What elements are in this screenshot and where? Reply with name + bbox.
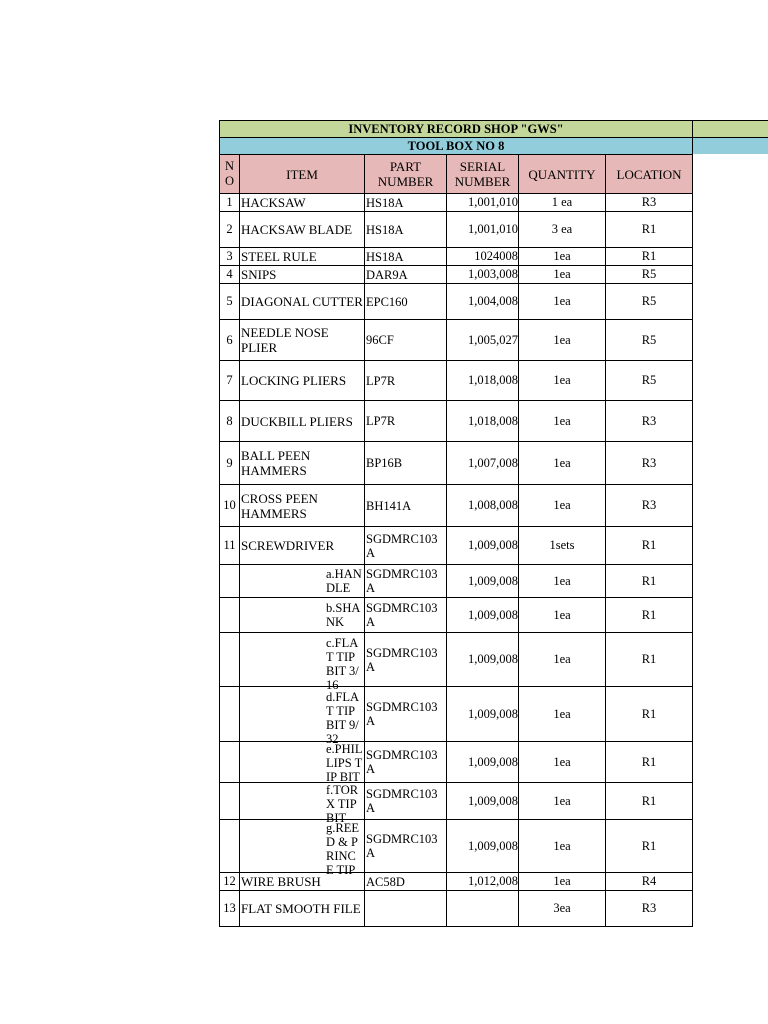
row-part-number-text: SGDMRC103A bbox=[366, 700, 438, 728]
row-quantity: 3ea bbox=[519, 891, 606, 927]
row-quantity: 1ea bbox=[519, 442, 606, 485]
row-location: R1 bbox=[606, 742, 693, 783]
table-row bbox=[220, 891, 693, 927]
row-number: 3 bbox=[220, 248, 240, 266]
header-location: LOCATION bbox=[606, 155, 693, 194]
row-quantity: 1ea bbox=[519, 687, 606, 742]
row-location: R3 bbox=[606, 194, 693, 212]
table-row bbox=[220, 687, 693, 742]
table-row bbox=[220, 361, 693, 401]
row-number: 13 bbox=[220, 891, 240, 927]
row-serial-number bbox=[447, 891, 519, 927]
row-location: R5 bbox=[606, 266, 693, 284]
row-location: R3 bbox=[606, 442, 693, 485]
row-number: 9 bbox=[220, 442, 240, 485]
table-row bbox=[220, 320, 693, 361]
row-part-number bbox=[365, 820, 447, 873]
row-location: R1 bbox=[606, 212, 693, 248]
title-divider bbox=[692, 121, 693, 137]
row-item: STEEL RULE bbox=[240, 248, 365, 266]
row-location: R1 bbox=[606, 820, 693, 873]
row-number: 1 bbox=[220, 194, 240, 212]
row-number bbox=[220, 633, 240, 687]
row-quantity: 1ea bbox=[519, 565, 606, 598]
row-part-number bbox=[365, 284, 447, 320]
sheet-title-band bbox=[219, 120, 768, 137]
row-quantity: 1ea bbox=[519, 266, 606, 284]
row-location: R5 bbox=[606, 361, 693, 401]
table-header-row bbox=[220, 155, 693, 194]
row-location: R1 bbox=[606, 633, 693, 687]
row-part-number bbox=[365, 320, 447, 361]
row-serial-number: 1024008 bbox=[447, 248, 519, 266]
row-number: 2 bbox=[220, 212, 240, 248]
row-part-number-text: BP16B bbox=[366, 456, 403, 470]
row-location: R3 bbox=[606, 891, 693, 927]
row-item: CROSS PEEN HAMMERS bbox=[240, 485, 365, 527]
row-part-number bbox=[365, 565, 447, 598]
row-part-number-text: SGDMRC103A bbox=[366, 531, 438, 560]
row-part-number bbox=[365, 401, 447, 442]
table-row bbox=[220, 442, 693, 485]
row-number: 11 bbox=[220, 527, 240, 565]
table-row bbox=[220, 527, 693, 565]
row-part-number bbox=[365, 687, 447, 742]
row-item bbox=[240, 687, 365, 746]
table-row bbox=[220, 485, 693, 527]
row-part-number-text: BH141A bbox=[366, 498, 412, 513]
row-quantity: 1ea bbox=[519, 783, 606, 820]
inventory-sheet bbox=[219, 120, 768, 927]
row-part-number-text: AC58D bbox=[366, 874, 405, 889]
row-serial-number: 1,009,008 bbox=[447, 820, 519, 873]
row-location: R3 bbox=[606, 485, 693, 527]
header-no: N O bbox=[220, 155, 240, 194]
table-row bbox=[220, 284, 693, 320]
row-quantity: 1ea bbox=[519, 873, 606, 891]
header-part-number: PART NUMBER bbox=[365, 155, 447, 194]
row-item: FLAT SMOOTH FILE bbox=[240, 891, 365, 927]
row-item bbox=[240, 565, 365, 598]
row-serial-number: 1,009,008 bbox=[447, 565, 519, 598]
row-location: R1 bbox=[606, 598, 693, 633]
row-item-text: f.TORX TIP BIT bbox=[326, 783, 359, 825]
row-part-number-text: SGDMRC103A bbox=[366, 748, 438, 776]
row-item: HACKSAW bbox=[240, 194, 365, 212]
row-quantity: 1ea bbox=[519, 820, 606, 873]
row-part-number-text: SGDMRC103A bbox=[366, 601, 438, 629]
row-item: SCREWDRIVER bbox=[240, 527, 365, 565]
row-part-number bbox=[365, 742, 447, 783]
row-number: 7 bbox=[220, 361, 240, 401]
row-serial-number: 1,001,010 bbox=[447, 194, 519, 212]
row-location: R1 bbox=[606, 248, 693, 266]
row-quantity: 1ea bbox=[519, 485, 606, 527]
inventory-table bbox=[219, 154, 693, 927]
table-row bbox=[220, 598, 693, 633]
row-number bbox=[220, 598, 240, 633]
table-row bbox=[220, 633, 693, 687]
row-serial-number: 1,009,008 bbox=[447, 687, 519, 742]
row-item-text: b.SHANK bbox=[326, 601, 361, 629]
sheet-subtitle-band bbox=[219, 137, 768, 154]
row-part-number bbox=[365, 783, 447, 820]
row-quantity: 1ea bbox=[519, 401, 606, 442]
row-item-text: e.PHILLIPS TIP BIT bbox=[326, 742, 363, 784]
table-body bbox=[220, 194, 693, 927]
table-row bbox=[220, 820, 693, 873]
row-serial-number: 1,005,027 bbox=[447, 320, 519, 361]
row-serial-number: 1,018,008 bbox=[447, 401, 519, 442]
row-serial-number: 1,008,008 bbox=[447, 485, 519, 527]
table-row bbox=[220, 194, 693, 212]
row-part-number-text: SGDMRC103A bbox=[366, 787, 438, 815]
row-location: R4 bbox=[606, 873, 693, 891]
row-serial-number: 1,009,008 bbox=[447, 598, 519, 633]
row-quantity: 1ea bbox=[519, 284, 606, 320]
row-serial-number: 1,009,008 bbox=[447, 742, 519, 783]
row-item: WIRE BRUSH bbox=[240, 873, 365, 891]
row-serial-number: 1,004,008 bbox=[447, 284, 519, 320]
row-part-number-text: HS18A bbox=[366, 249, 404, 264]
row-quantity: 1ea bbox=[519, 248, 606, 266]
row-item: DIAGONAL CUTTER bbox=[240, 284, 365, 320]
row-part-number bbox=[365, 248, 447, 266]
row-number bbox=[220, 783, 240, 820]
row-number bbox=[220, 687, 240, 742]
row-number: 8 bbox=[220, 401, 240, 442]
row-part-number bbox=[365, 485, 447, 527]
row-serial-number: 1,009,008 bbox=[447, 527, 519, 565]
row-item: HACKSAW BLADE bbox=[240, 212, 365, 248]
row-serial-number: 1,012,008 bbox=[447, 873, 519, 891]
table-row bbox=[220, 401, 693, 442]
row-location: R1 bbox=[606, 783, 693, 820]
row-part-number bbox=[365, 266, 447, 284]
row-part-number bbox=[365, 873, 447, 891]
row-serial-number: 1,001,010 bbox=[447, 212, 519, 248]
row-item bbox=[240, 783, 365, 825]
row-quantity: 1sets bbox=[519, 527, 606, 565]
sheet-subtitle: TOOL BOX NO 8 bbox=[407, 139, 505, 153]
row-quantity: 1ea bbox=[519, 633, 606, 687]
header-quantity: QUANTITY bbox=[519, 155, 606, 194]
row-part-number-text: HS18A bbox=[366, 195, 404, 210]
row-item-text: a.HANDLE bbox=[326, 567, 362, 595]
row-serial-number: 1,007,008 bbox=[447, 442, 519, 485]
row-item: BALL PEEN HAMMERS bbox=[240, 442, 365, 485]
row-item-text: d.FLAT TIP BIT 9/32 bbox=[326, 690, 359, 746]
row-quantity: 1ea bbox=[519, 361, 606, 401]
row-quantity: 1ea bbox=[519, 320, 606, 361]
row-serial-number: 1,018,008 bbox=[447, 361, 519, 401]
row-part-number bbox=[365, 633, 447, 687]
row-part-number bbox=[365, 361, 447, 401]
row-location: R5 bbox=[606, 320, 693, 361]
table-row bbox=[220, 873, 693, 891]
row-part-number-text: SGDMRC103A bbox=[366, 645, 438, 674]
row-part-number-text: EPC160 bbox=[366, 294, 408, 309]
row-part-number-text: SGDMRC103A bbox=[366, 832, 438, 860]
row-part-number-text: 96CF bbox=[366, 333, 394, 347]
row-location: R5 bbox=[606, 284, 693, 320]
row-number: 12 bbox=[220, 873, 240, 891]
row-location: R3 bbox=[606, 401, 693, 442]
row-quantity: 3 ea bbox=[519, 212, 606, 248]
row-location: R1 bbox=[606, 565, 693, 598]
row-part-number-text: HS18A bbox=[366, 222, 404, 237]
row-quantity: 1ea bbox=[519, 598, 606, 633]
row-location: R1 bbox=[606, 527, 693, 565]
row-quantity: 1ea bbox=[519, 742, 606, 783]
row-item: SNIPS bbox=[240, 266, 365, 284]
row-part-number bbox=[365, 212, 447, 248]
row-item: LOCKING PLIERS bbox=[240, 361, 365, 401]
row-item bbox=[240, 633, 365, 692]
row-number: 6 bbox=[220, 320, 240, 361]
row-part-number bbox=[365, 194, 447, 212]
row-number bbox=[220, 742, 240, 783]
row-serial-number: 1,009,008 bbox=[447, 633, 519, 687]
row-part-number-text: SGDMRC103A bbox=[366, 567, 438, 595]
header-item: ITEM bbox=[240, 155, 365, 194]
table-row bbox=[220, 212, 693, 248]
table-row bbox=[220, 266, 693, 284]
row-quantity: 1 ea bbox=[519, 194, 606, 212]
table-row bbox=[220, 565, 693, 598]
row-part-number-text: DAR9A bbox=[366, 267, 408, 282]
row-item bbox=[240, 598, 365, 633]
row-part-number-text: LP7R bbox=[366, 373, 396, 388]
table-row bbox=[220, 248, 693, 266]
row-item bbox=[240, 820, 365, 877]
header-serial-number: SERIAL NUMBER bbox=[447, 155, 519, 194]
row-item: NEEDLE NOSE PLIER bbox=[240, 320, 365, 361]
row-serial-number: 1,009,008 bbox=[447, 783, 519, 820]
row-number: 10 bbox=[220, 485, 240, 527]
row-part-number-text: LP7R bbox=[366, 414, 396, 428]
row-item: DUCKBILL PLIERS bbox=[240, 401, 365, 442]
row-number bbox=[220, 820, 240, 873]
row-item-text: g.REED & PRINCE TIP bbox=[326, 821, 359, 877]
row-part-number bbox=[365, 598, 447, 633]
row-part-number bbox=[365, 442, 447, 485]
row-number bbox=[220, 565, 240, 598]
row-part-number bbox=[365, 527, 447, 565]
row-number: 4 bbox=[220, 266, 240, 284]
table-row bbox=[220, 783, 693, 820]
subtitle-divider bbox=[692, 138, 693, 154]
row-item bbox=[240, 742, 365, 783]
row-number: 5 bbox=[220, 284, 240, 320]
row-part-number bbox=[365, 891, 447, 927]
row-serial-number: 1,003,008 bbox=[447, 266, 519, 284]
table-row bbox=[220, 742, 693, 783]
sheet-title: INVENTORY RECORD SHOP "GWS" bbox=[348, 122, 564, 136]
row-location: R1 bbox=[606, 687, 693, 742]
row-item-text: c.FLAT TIP BIT 3/16 bbox=[326, 635, 359, 692]
